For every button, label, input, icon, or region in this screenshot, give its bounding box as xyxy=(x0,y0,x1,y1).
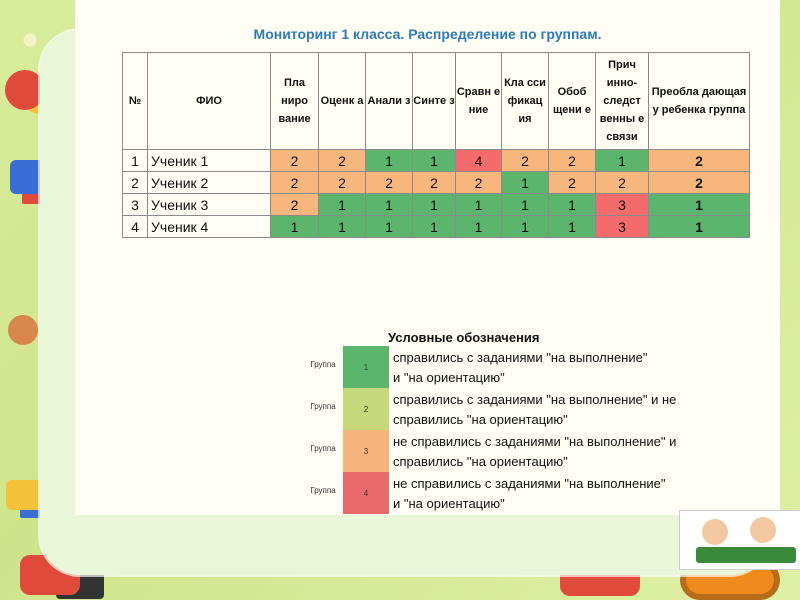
legend-description-line: и "на ориентацию" xyxy=(393,496,505,511)
score-cell: 2 xyxy=(271,172,319,194)
score-cell: 2 xyxy=(596,172,649,194)
legend-description-line: справились "на ориентацию" xyxy=(393,454,568,469)
legend-group-label: Группа xyxy=(310,486,336,495)
legend-color-swatch xyxy=(343,346,389,388)
dominant-group-cell: 1 xyxy=(649,194,750,216)
score-cell: 3 xyxy=(596,194,649,216)
col-header-planning: Пла ниро вание xyxy=(271,53,319,150)
col-header-comparison: Сравн е ние xyxy=(456,53,502,150)
score-cell: 1 xyxy=(502,194,549,216)
score-cell: 1 xyxy=(319,194,366,216)
book-icon xyxy=(696,547,796,563)
legend-description-line: справились с заданиями "на выполнение" xyxy=(393,350,648,365)
score-cell: 4 xyxy=(456,150,502,172)
legend-item xyxy=(305,346,775,388)
row-number: 2 xyxy=(123,172,148,194)
legend-title: Условные обозначения xyxy=(388,330,540,345)
score-cell: 2 xyxy=(319,172,366,194)
legend-description-line: не справились с заданиями "на выполнение" и xyxy=(393,434,677,449)
score-cell: 1 xyxy=(413,150,456,172)
score-cell: 1 xyxy=(366,150,413,172)
score-cell: 1 xyxy=(271,216,319,238)
col-header-classification: Кла сси фикац ия xyxy=(502,53,549,150)
row-number: 3 xyxy=(123,194,148,216)
col-header-generalization: Обоб щени е xyxy=(549,53,596,150)
legend-group-label: Группа xyxy=(310,402,336,411)
row-number: 1 xyxy=(123,150,148,172)
student-name: Ученик 4 xyxy=(148,216,271,238)
legend-description xyxy=(393,390,773,430)
legend-group-number: 2 xyxy=(363,404,369,414)
score-cell: 1 xyxy=(549,194,596,216)
table-row xyxy=(123,172,750,194)
score-cell: 1 xyxy=(456,194,502,216)
score-cell: 1 xyxy=(413,216,456,238)
legend-description-line: не справились с заданиями "на выполнение" xyxy=(393,476,666,491)
legend-group-number: 4 xyxy=(363,488,369,498)
legend xyxy=(305,346,775,514)
score-cell: 3 xyxy=(596,216,649,238)
col-header-number: № xyxy=(123,53,148,150)
score-cell: 1 xyxy=(502,172,549,194)
col-header-evaluation: Оценк а xyxy=(319,53,366,150)
score-cell: 1 xyxy=(549,216,596,238)
legend-item xyxy=(305,472,775,514)
monitoring-table xyxy=(122,52,750,238)
slide-title: Мониторинг 1 класса. Распределение по группам. xyxy=(253,26,602,42)
kid-face-icon xyxy=(750,517,776,543)
legend-group-label: Группа xyxy=(310,444,336,453)
score-cell: 2 xyxy=(549,172,596,194)
legend-color-swatch xyxy=(343,430,389,472)
col-header-causality: Прич инно-следст венны е связи xyxy=(596,53,649,150)
toy-decoration xyxy=(8,315,38,345)
legend-description xyxy=(393,474,773,514)
table-row xyxy=(123,216,750,238)
table-header-row xyxy=(123,53,750,150)
legend-color-swatch xyxy=(343,388,389,430)
col-header-synthesis: Синте з xyxy=(413,53,456,150)
legend-description-line: и "на ориентацию" xyxy=(393,370,505,385)
score-cell: 2 xyxy=(271,150,319,172)
legend-group-number: 1 xyxy=(363,362,369,372)
legend-description-line: справились "на ориентацию" xyxy=(393,412,568,427)
col-header-dominant-group: Преобла дающая у ребенка группа xyxy=(649,53,750,150)
score-cell: 2 xyxy=(549,150,596,172)
score-cell: 1 xyxy=(366,216,413,238)
student-name: Ученик 1 xyxy=(148,150,271,172)
score-cell: 2 xyxy=(366,172,413,194)
dominant-group-cell: 2 xyxy=(649,172,750,194)
dominant-group-cell: 2 xyxy=(649,150,750,172)
legend-description-line: справились с заданиями "на выполнение" и не xyxy=(393,392,677,407)
score-cell: 2 xyxy=(319,150,366,172)
score-cell: 2 xyxy=(413,172,456,194)
student-name: Ученик 3 xyxy=(148,194,271,216)
score-cell: 1 xyxy=(502,216,549,238)
score-cell: 2 xyxy=(271,194,319,216)
row-number: 4 xyxy=(123,216,148,238)
dominant-group-cell: 1 xyxy=(649,216,750,238)
score-cell: 2 xyxy=(456,172,502,194)
legend-group-number: 3 xyxy=(363,446,369,456)
legend-group-label: Группа xyxy=(310,360,336,369)
table-row xyxy=(123,150,750,172)
legend-description xyxy=(393,348,773,388)
score-cell: 1 xyxy=(319,216,366,238)
legend-item xyxy=(305,388,775,430)
score-cell: 1 xyxy=(596,150,649,172)
score-cell: 1 xyxy=(366,194,413,216)
kids-reading-illustration xyxy=(679,510,800,570)
col-header-analysis: Анали з xyxy=(366,53,413,150)
legend-item xyxy=(305,430,775,472)
kid-face-icon xyxy=(702,519,728,545)
score-cell: 2 xyxy=(502,150,549,172)
col-header-fio: ФИО xyxy=(148,53,271,150)
legend-description xyxy=(393,432,773,472)
score-cell: 1 xyxy=(413,194,456,216)
score-cell: 1 xyxy=(456,216,502,238)
slide-content xyxy=(75,0,780,515)
legend-color-swatch xyxy=(343,472,389,514)
toy-decoration xyxy=(5,70,45,110)
table-row xyxy=(123,194,750,216)
student-name: Ученик 2 xyxy=(148,172,271,194)
toy-decoration xyxy=(10,160,44,194)
